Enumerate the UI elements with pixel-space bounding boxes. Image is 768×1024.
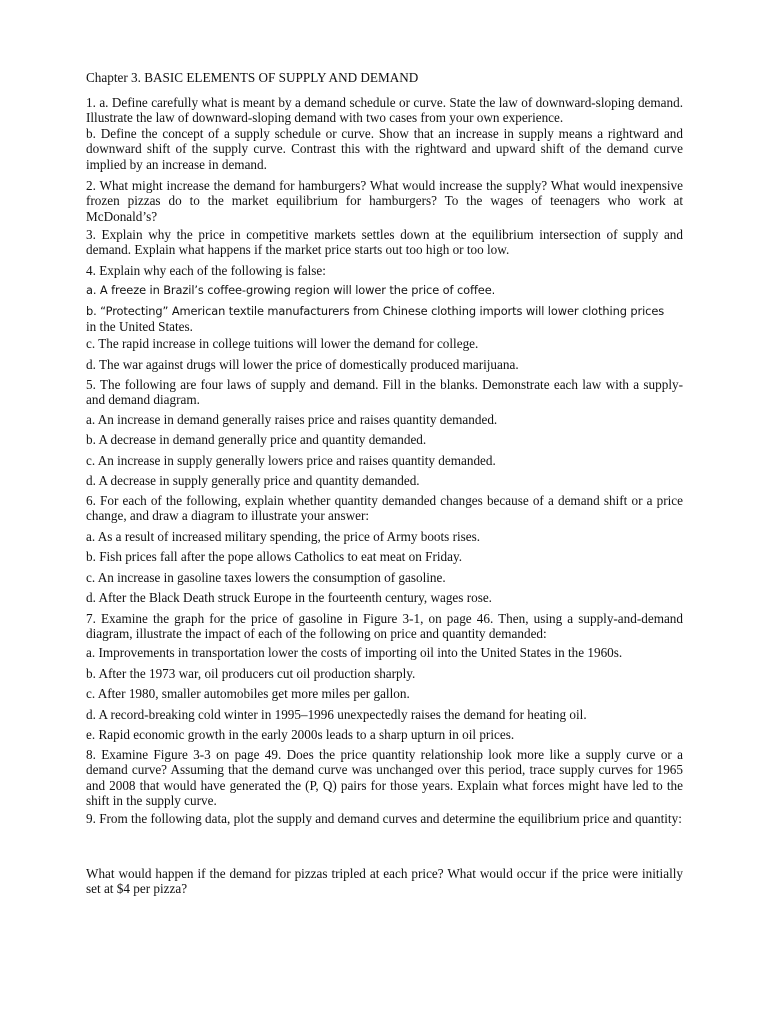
question-9: 9. From the following data, plot the supply and demand curves and determine the equilibrium price and quantity: [86,811,682,826]
question-6: 6. For each of the following, explain whether quantity demanded changes because of a demand shift or a price change, and draw a diagram to illustrate your answer: [86,493,683,524]
question-4b-line-1: b. “Protecting” American textile manufacturers from Chinese clothing imports will lower clothing prices [86,304,665,318]
question-4b [86,304,683,335]
question-5: 5. The following are four laws of supply and demand. Fill in the blanks. Demonstrate each law with a supply-and demand diagram. [86,377,683,408]
question-6d: d. After the Black Death struck Europe in the fourteenth century, wages rose. [86,590,492,605]
question-1b: b. Define the concept of a supply schedule or curve. Show that an increase in supply means a rightward and downward shift of the supply curve. Contrast this with the rightward and upward shift of the demand curve implied by an increase in demand. [86,126,683,172]
question-6c: c. An increase in gasoline taxes lowers the consumption of gasoline. [86,570,446,585]
question-7c: c. After 1980, smaller automobiles get more miles per gallon. [86,686,410,701]
question-7a: a. Improvements in transportation lower the costs of importing oil into the United States in the 1960s. [86,645,623,660]
question-6b: b. Fish prices fall after the pope allows Catholics to eat meat on Friday. [86,549,462,564]
question-7d: d. A record-breaking cold winter in 1995–1996 unexpectedly raises the demand for heating oil. [86,707,587,722]
question-5d: d. A decrease in supply generally price and quantity demanded. [86,473,420,488]
question-6a: a. As a result of increased military spending, the price of Army boots rises. [86,529,481,544]
question-4c: c. The rapid increase in college tuitions will lower the demand for college. [86,336,479,351]
question-4d: d. The war against drugs will lower the price of domestically produced marijuana. [86,357,519,372]
chapter-title: Chapter 3. BASIC ELEMENTS OF SUPPLY AND DEMAND [86,70,419,85]
question-8: 8. Examine Figure 3-3 on page 49. Does the price quantity relationship look more like a supply curve or a demand curve? Assuming that the demand curve was unchanged over this period, trace supply curves for 1965 and 2008 that would have generated the (P, Q) pairs for those years. Explain what forces might have led to the shift in the supply curve. [86,747,683,809]
question-2: 2. What might increase the demand for hamburgers? What would increase the supply? What would inexpensive frozen pizzas do to the market equilibrium for hamburgers? To the wages of teenagers who work at McDonald’s? [86,178,683,224]
question-1a: 1. a. Define carefully what is meant by a demand schedule or curve. State the law of downward-sloping demand. Illustrate the law of downward-sloping demand with two cases from your own experience. [86,95,683,126]
question-7e: e. Rapid economic growth in the early 2000s leads to a sharp upturn in oil prices. [86,727,515,742]
question-5b: b. A decrease in demand generally price and quantity demanded. [86,432,427,447]
question-9-followup: What would happen if the demand for pizzas tripled at each price? What would occur if the price were initially set at $4 per pizza? [86,866,683,897]
question-7: 7. Examine the graph for the price of gasoline in Figure 3-1, on page 46. Then, using a supply-and-demand diagram, illustrate the impact of each of the following on price and quantity demanded: [86,611,683,642]
question-4: 4. Explain why each of the following is false: [86,263,326,278]
question-5a: a. An increase in demand generally raises price and raises quantity demanded. [86,412,498,427]
question-5c: c. An increase in supply generally lowers price and raises quantity demanded. [86,453,496,468]
question-4b-line-2: in the United States. [86,319,193,335]
question-4a: a. A freeze in Brazil’s coffee-growing region will lower the price of coffee. [86,283,496,297]
question-3: 3. Explain why the price in competitive markets settles down at the equilibrium intersection of supply and demand. Explain what happens if the market price starts out too high or too low. [86,227,683,258]
question-7b: b. After the 1973 war, oil producers cut oil production sharply. [86,666,416,681]
